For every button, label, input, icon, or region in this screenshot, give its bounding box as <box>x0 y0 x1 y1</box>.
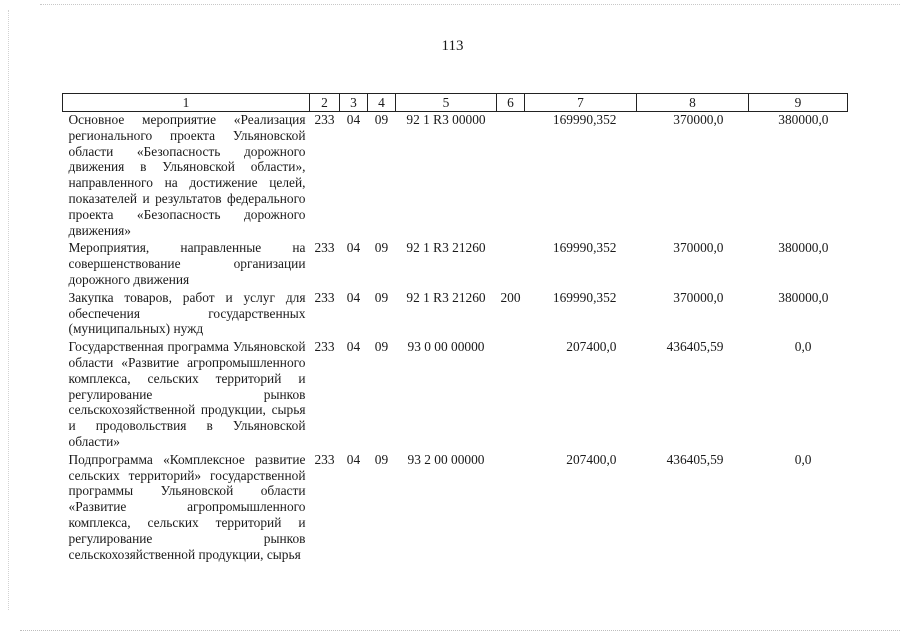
page-number: 113 <box>441 38 464 54</box>
table-row <box>63 112 848 241</box>
expense-type <box>497 240 525 289</box>
amount-col-8: 436405,59 <box>666 451 724 467</box>
expense-type <box>497 112 525 241</box>
header-row <box>63 94 848 112</box>
amount-col-7: 207400,0 <box>566 451 617 467</box>
budget-table <box>62 93 848 564</box>
target-article: 92 1 R3 00000 <box>406 112 486 127</box>
scan-edge-bottom <box>20 630 900 631</box>
header-col-8: 8 <box>637 94 749 112</box>
header-col-2: 2 <box>310 94 340 112</box>
scan-edge-top <box>40 4 900 5</box>
amount-col-9: 380000,0 <box>778 289 829 305</box>
scan-edge-left <box>8 10 9 610</box>
ministry-code: 233 <box>314 112 335 127</box>
row-name: Подпрограмма «Комплексное развитие сельских территорий» государственной программы Ульяновской области «Развитие агропромышленного комплекса, сельских территорий и регулирование рынков сельскохозяйственной продукции, сырья <box>68 451 306 562</box>
row-name: Мероприятия, направленные на совершенствование организации дорожного движения <box>68 240 306 287</box>
amount-col-9: 380000,0 <box>778 112 829 127</box>
subsection-code: 09 <box>374 112 389 127</box>
amount-col-8: 370000,0 <box>673 112 724 127</box>
subsection-code: 09 <box>374 451 389 467</box>
header-col-4: 4 <box>368 94 396 112</box>
header-col-6: 6 <box>497 94 525 112</box>
row-name: Государственная программа Ульяновской области «Развитие агропромышленного комплекса, сельских территорий и регулирование рынков сельскохозяйственной продукции, сырья и продовольствия в Ульяновской области» <box>68 339 306 449</box>
expense-type <box>497 339 525 452</box>
target-article: 93 2 00 00000 <box>407 451 485 467</box>
expense-type: 200 <box>500 289 521 305</box>
ministry-code: 233 <box>314 451 335 467</box>
amount-col-8: 370000,0 <box>673 289 724 305</box>
row-name: Основное мероприятие «Реализация регионального проекта Ульяновской области «Безопасность дорожного движения в Ульяновской области», направленного на достижение целей, показателей и результатов федерального проекта «Безопасность дорожного движения» <box>68 112 306 238</box>
target-article: 92 1 R3 21260 <box>406 240 486 256</box>
header-col-9: 9 <box>749 94 848 112</box>
header-col-3: 3 <box>340 94 368 112</box>
amount-col-9: 0,0 <box>794 339 812 355</box>
row-name: Закупка товаров, работ и услуг для обеспечения государственных (муниципальных) нужд <box>68 289 306 337</box>
amount-col-8: 370000,0 <box>673 240 724 256</box>
subsection-code: 09 <box>374 240 389 256</box>
header-col-7: 7 <box>525 94 637 112</box>
subsection-code: 09 <box>374 339 389 355</box>
amount-col-7: 169990,352 <box>552 289 617 305</box>
amount-col-7: 169990,352 <box>552 240 617 256</box>
table-row <box>63 290 848 339</box>
ministry-code: 233 <box>314 339 335 355</box>
header-col-5: 5 <box>396 94 497 112</box>
header-col-1: 1 <box>63 94 310 112</box>
amount-col-7: 207400,0 <box>566 339 617 355</box>
ministry-code: 233 <box>314 240 335 256</box>
amount-col-9: 380000,0 <box>778 240 829 256</box>
target-article: 92 1 R3 21260 <box>406 289 486 305</box>
amount-col-9: 0,0 <box>794 451 812 467</box>
table-row <box>63 240 848 289</box>
table-row <box>63 339 848 452</box>
amount-col-7: 169990,352 <box>552 112 617 127</box>
section-code: 04 <box>346 112 361 127</box>
section-code: 04 <box>346 451 361 467</box>
ministry-code: 233 <box>314 289 335 305</box>
expense-type <box>497 452 525 565</box>
section-code: 04 <box>346 339 361 355</box>
subsection-code: 09 <box>374 289 389 305</box>
section-code: 04 <box>346 289 361 305</box>
target-article: 93 0 00 00000 <box>407 339 485 355</box>
amount-col-8: 436405,59 <box>666 339 724 355</box>
section-code: 04 <box>346 240 361 256</box>
table-row <box>63 452 848 565</box>
